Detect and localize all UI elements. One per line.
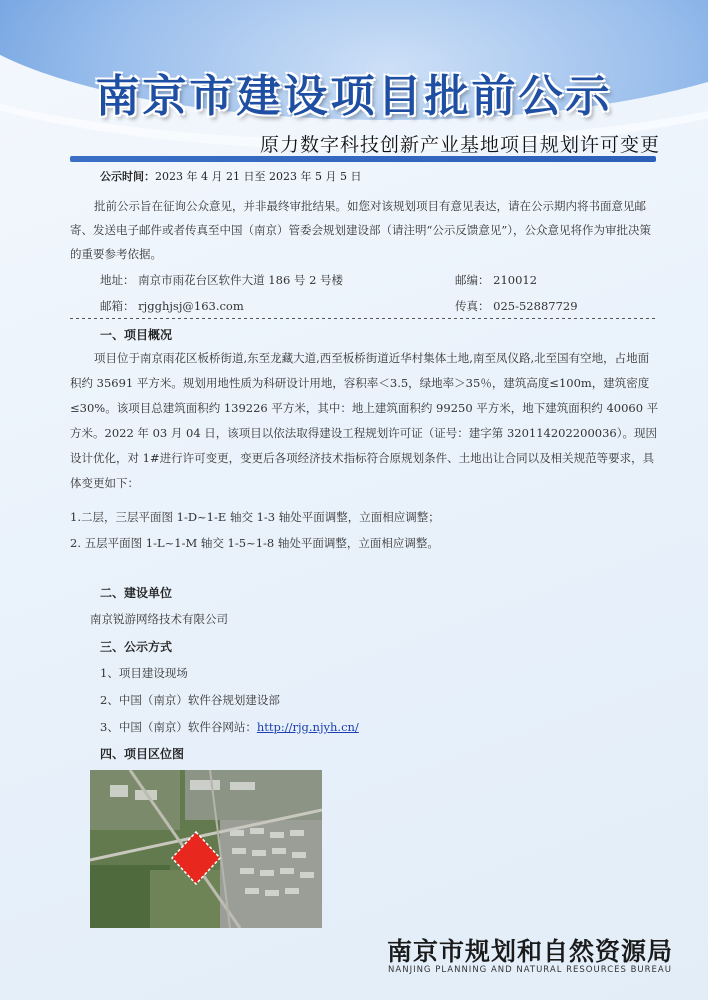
satellite-map-graphic — [90, 770, 322, 928]
section-builder-heading: 二、建设单位 — [100, 586, 173, 600]
contact-address: 地址： 南京市雨花台区软件大道 186 号 2 号楼 — [100, 273, 344, 287]
method-item-3 — [100, 719, 359, 735]
method-item-3-label: 3、中国（南京）软件谷网站： — [100, 720, 257, 734]
change-item-2: 2. 五层平面图 1-L~1-M 轴交 1-5~1-8 轴处平面调整，立面相应调整。 — [70, 536, 439, 550]
page-title: 南京市建设项目批前公示 — [95, 71, 613, 122]
method-item-1: 1、项目建设现场 — [100, 666, 188, 680]
issuing-authority: 南京市规划和自然资源局 — [386, 937, 673, 966]
section-overview-heading: 一、项目概况 — [100, 328, 173, 342]
notice-period — [100, 168, 361, 184]
website-link[interactable]: http://rjg.njyh.cn/ — [256, 720, 359, 734]
section-overview-text: 项目位于南京雨花区板桥街道,东至龙藏大道,西至板桥街道近华村集体土地,南至凤仪路,北至国有空地，占地面积约 35691 平方米。规划用地性质为科研设计用地，容积率＜3.5，绿地率＞35％，建筑高度≤100m，建筑密度≤30%。该项目总建筑面积约 139226 平方米，其中：地上建筑面积约 99250 平方米，地下建筑面积约 40060 平方米。2022 年 03 月 04 日，该项目以依法取得建设工程规划许可证（证号：建字第 320114202200036）。现因设计优化，对 1#进行许可变更，变更后各项经济技术指标符合原规划条件、土地出让合同以及相关规范等要求，具体变更如下： — [70, 351, 659, 490]
section-divider — [70, 318, 658, 319]
contact-email: 邮箱： rjgghjsj@163.com — [100, 299, 244, 313]
project-subtitle: 原力数字科技创新产业基地项目规划许可变更 — [259, 134, 660, 156]
change-item-1: 1.二层，三层平面图 1-D~1-E 轴交 1-3 轴处平面调整，立面相应调整； — [70, 510, 440, 524]
section-location-heading: 四、项目区位图 — [100, 747, 185, 761]
notice-period-label: 公示时间： — [100, 170, 155, 183]
builder-company: 南京锐游网络技术有限公司 — [90, 612, 228, 626]
method-item-2: 2、中国（南京）软件谷规划建设部 — [100, 693, 280, 707]
section-method-heading: 三、公示方式 — [100, 640, 173, 654]
notice-period-value: 2023 年 4 月 21 日至 2023 年 5 月 5 日 — [155, 170, 362, 183]
issuing-authority-english: NANJING PLANNING AND NATURAL RESOURCES BUREAU — [388, 965, 672, 975]
contact-postcode: 邮编： 210012 — [455, 273, 538, 287]
subtitle-underline — [70, 156, 656, 162]
location-map — [90, 770, 322, 928]
contact-fax: 传真： 025-52887729 — [455, 299, 578, 313]
intro-paragraph: 批前公示旨在征询公众意见，并非最终审批结果。如您对该规划项目有意见表达，请在公示期内将书面意见邮寄、发送电子邮件或者传真至中国（南京）管委会规划建设部（请注明“公示反馈意见”），公众意见将作为审批决策的重要参考依据。 — [70, 199, 652, 261]
